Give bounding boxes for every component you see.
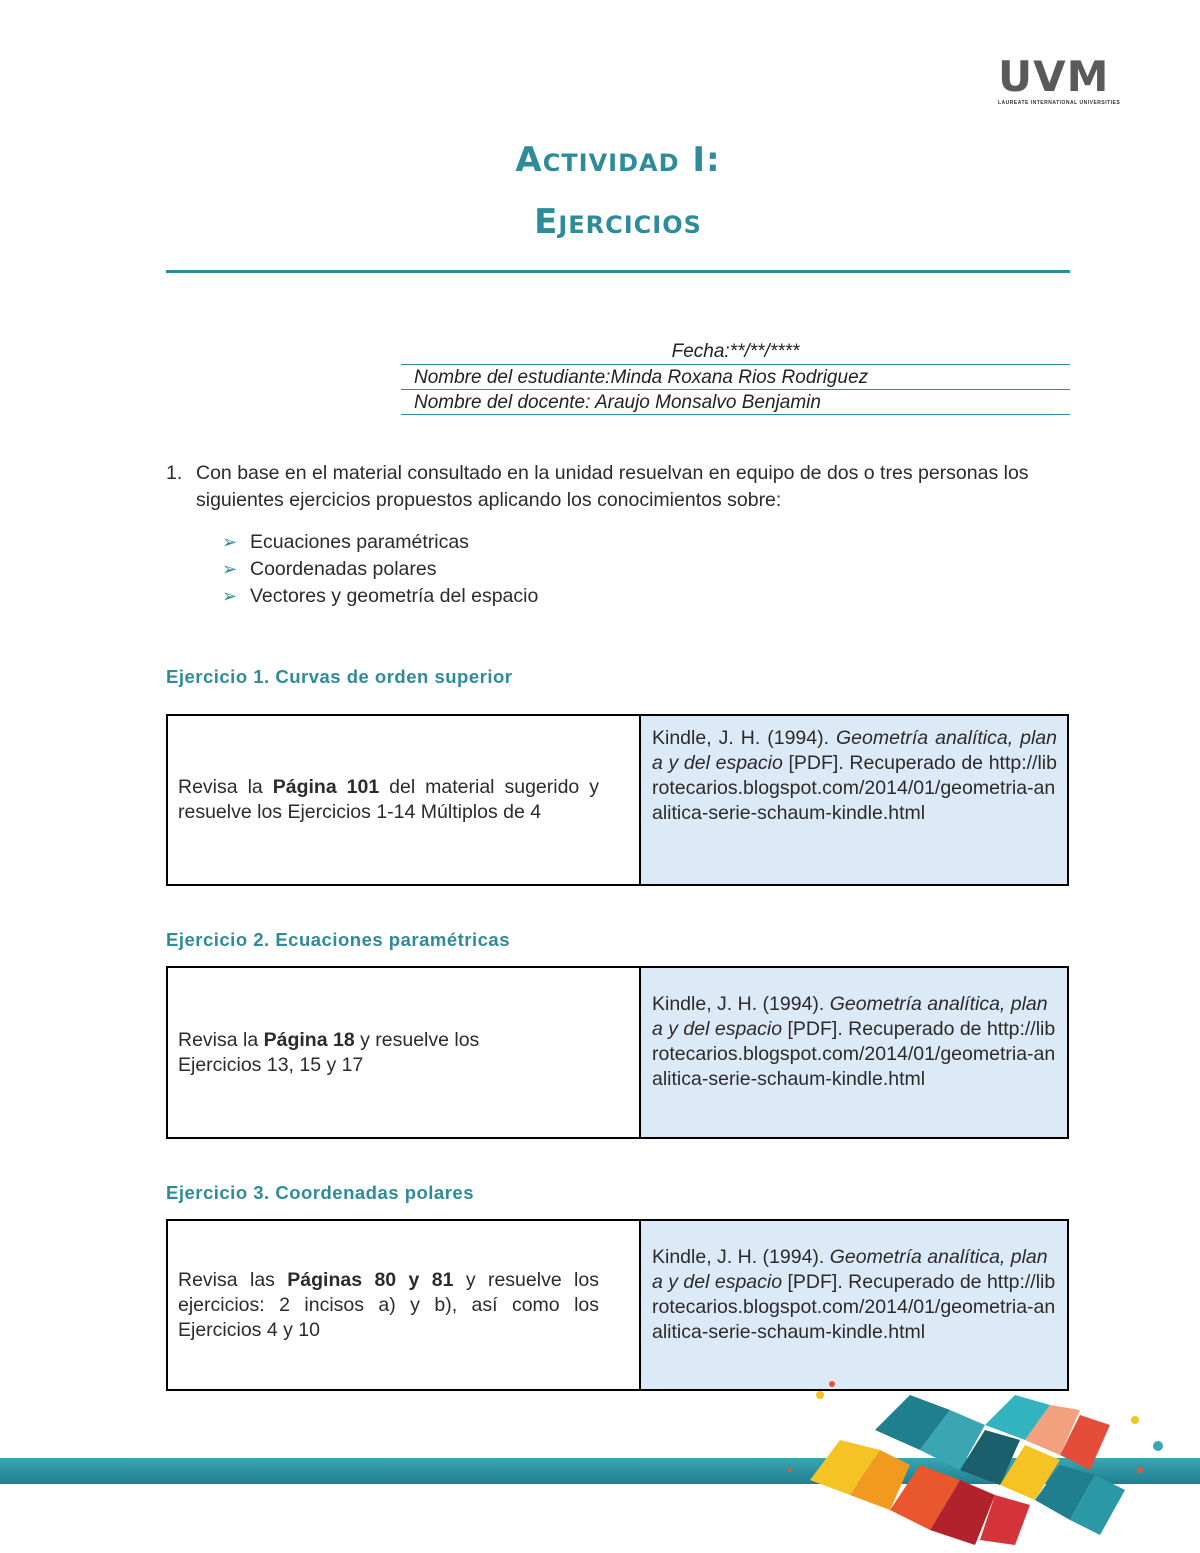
exercise-2-reference-cell [641, 968, 1067, 1137]
dot [829, 1381, 835, 1387]
task-pre: Revisa las [178, 1268, 288, 1291]
task-text [178, 1268, 599, 1343]
task-post: del material sugerido y resuelve los Ejercicios 1-14 Múltiplos de 4 [178, 776, 600, 823]
dot [1131, 1416, 1139, 1424]
logo-subtitle: LAUREATE INTERNATIONAL UNIVERSITIES [998, 100, 1121, 106]
page-title: Actividad I: [515, 140, 721, 180]
task-page: Páginas 80 y 81 [287, 1268, 454, 1291]
title-divider [166, 270, 1070, 273]
exercise-3-reference-cell [641, 1221, 1067, 1389]
exercise-3-task-cell [168, 1221, 641, 1389]
exercise-1-heading: Ejercicio 1. Curvas de orden superior [166, 666, 513, 687]
topics-list [222, 529, 538, 610]
ref-author: Kindle, J. H. (1994). [652, 727, 836, 749]
exercise-2-heading: Ejercicio 2. Ecuaciones paramétricas [166, 929, 510, 950]
exercise-1-task-cell [168, 716, 641, 884]
ref-title: Geometría analítica, plana y del espacio [652, 993, 1048, 1040]
arrow-bullet-icon: ➢ [222, 559, 238, 579]
task-post: y resuelve los Ejercicios 13, 15 y 17 [178, 1028, 480, 1076]
exercise-3-table [166, 1219, 1069, 1391]
task-page: Página 101 [272, 776, 380, 798]
task-post: y resuelve los ejercicios: 2 incisos a) y b), así como los Ejercicios 4 y 10 [178, 1268, 599, 1341]
logo-text: UVM [998, 52, 1110, 101]
list-item [222, 556, 538, 583]
ref-title: Geometría analítica, plana y del espacio [652, 727, 1057, 774]
uvm-logo [998, 52, 1122, 108]
intro-text: Con base en el material consultado en la unidad resuelvan en equipo de dos o tres personas los siguientes ejercicios propuestos aplicando los conocimientos sobre: [196, 462, 1029, 511]
list-item [222, 583, 538, 610]
ref-title: Geometría analítica, plana y del espacio [652, 1246, 1048, 1293]
task-page: Página 18 [263, 1028, 355, 1051]
topic-label: Vectores y geometría del espacio [250, 585, 539, 607]
exercise-2-task-cell [168, 968, 641, 1137]
intro-number: 1. [166, 462, 183, 484]
ref-url: [PDF]. Recuperado de http://librotecarios.blogspot.com/2014/01/geometria-analitica-serie-schaum-kindle.html [652, 752, 1057, 824]
topic-label: Ecuaciones paramétricas [250, 531, 469, 553]
ref-url: [PDF]. Recuperado de http://librotecarios.blogspot.com/2014/01/geometria-analitica-serie-schaum-kindle.html [652, 1271, 1056, 1343]
arrow-bullet-icon: ➢ [222, 532, 238, 552]
ref-url: [PDF]. Recuperado de http://librotecarios.blogspot.com/2014/01/geometria-analitica-serie-schaum-kindle.html [652, 1018, 1056, 1090]
page-subtitle: Ejercicios [534, 202, 702, 242]
exercise-1-table [166, 714, 1069, 886]
topic-label: Coordenadas polares [250, 558, 437, 580]
ref-author: Kindle, J. H. (1994). [652, 1246, 830, 1268]
teacher-name-field: Nombre del docente: Araujo Monsalvo Benjamin [401, 391, 1070, 415]
task-text [178, 775, 599, 825]
task-pre: Revisa la [178, 776, 273, 798]
decorative-cubes-graphic [780, 1370, 1200, 1553]
student-name-field: Nombre del estudiante:Minda Roxana Rios Rodriguez [401, 366, 1070, 390]
dot [788, 1468, 792, 1472]
date-field: Fecha:**/**/**** [401, 340, 1070, 365]
dot [816, 1391, 824, 1399]
dot [1137, 1467, 1143, 1473]
exercise-3-heading: Ejercicio 3. Coordenadas polares [166, 1182, 474, 1203]
exercise-2-table [166, 966, 1069, 1139]
ref-author: Kindle, J. H. (1994). [652, 993, 830, 1015]
dot [1153, 1441, 1163, 1451]
intro-paragraph [166, 460, 1076, 514]
exercise-1-reference-cell [641, 716, 1067, 884]
list-item [222, 529, 538, 556]
task-pre: Revisa la [178, 1028, 264, 1051]
arrow-bullet-icon: ➢ [222, 586, 238, 606]
task-text [178, 1028, 519, 1078]
